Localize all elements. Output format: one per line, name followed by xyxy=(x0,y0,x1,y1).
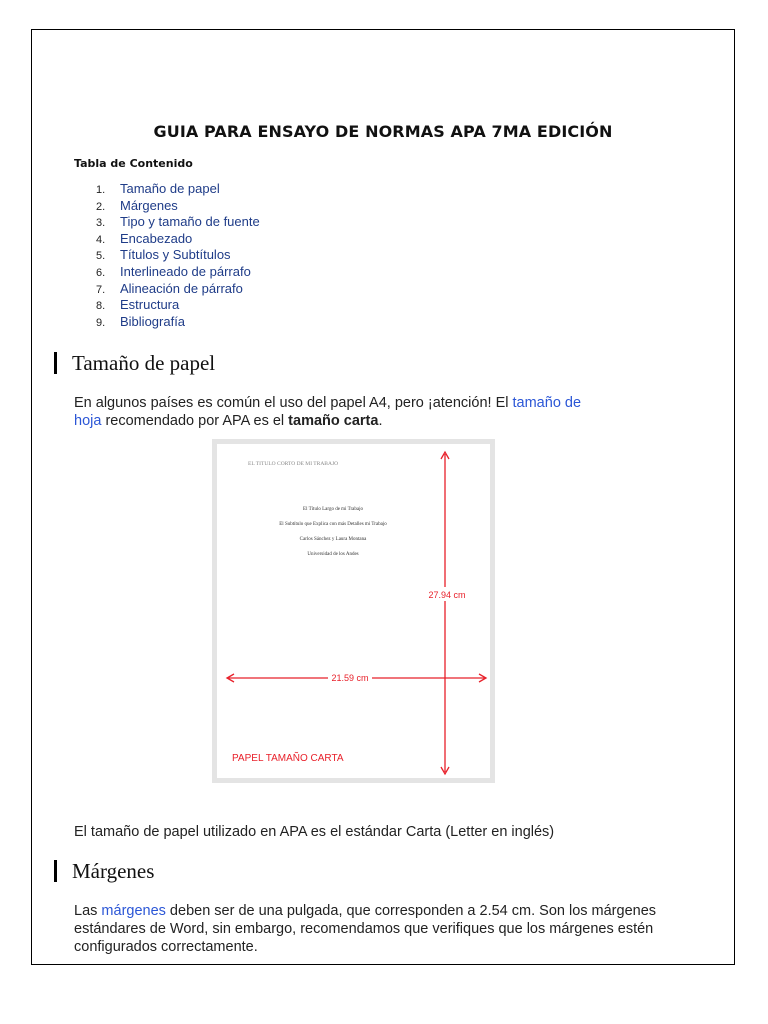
section-heading-tamano-papel xyxy=(54,350,215,376)
paragraph-text: Las xyxy=(74,903,102,919)
toc-item xyxy=(96,231,260,248)
toc-link-encabezado[interactable]: Encabezado xyxy=(120,230,193,246)
paragraph-text: estándares de Word, sin embargo, recomendamos que verifiques que los márgenes estén xyxy=(74,921,654,937)
width-label: 21.59 cm xyxy=(331,673,369,683)
toc-link-estructura[interactable]: Estructura xyxy=(120,297,180,313)
toc-item xyxy=(96,181,260,198)
toc-heading: Tabla de Contenido xyxy=(74,157,193,170)
toc-link-fuente[interactable]: Tipo y tamaño de fuente xyxy=(120,214,260,230)
figure-university-line: Universidad de los Andes xyxy=(307,552,359,557)
toc-number: 1. xyxy=(96,184,106,196)
paragraph-text: . xyxy=(378,413,383,429)
paragraph-text: recomendado por APA es el xyxy=(101,413,289,429)
toc-link-bibliografia[interactable]: Bibliografía xyxy=(120,313,186,329)
figure-title-line: El Título Largo de mi Trabajo xyxy=(303,507,363,512)
toc-item xyxy=(96,264,260,281)
letter-size-figure xyxy=(212,439,495,783)
toc-link-alineacion[interactable]: Alineación de párrafo xyxy=(120,280,243,296)
section-heading-margenes xyxy=(54,858,154,884)
height-label: 27.94 cm xyxy=(428,590,466,600)
toc-number: 3. xyxy=(96,217,106,230)
table-of-contents xyxy=(96,181,260,330)
heading-bar xyxy=(54,352,57,374)
figure-authors-line: Carlos Sánchez y Laura Montana xyxy=(299,537,367,542)
heading-bar xyxy=(54,860,57,882)
link-tamano-de-hoja[interactable]: tamaño de xyxy=(512,395,582,411)
paragraph-paper-size xyxy=(74,394,581,430)
toc-item xyxy=(96,297,260,314)
toc-link-titulos[interactable]: Títulos y Subtítulos xyxy=(120,247,231,263)
toc-item xyxy=(96,214,260,231)
toc-link-tamano-papel[interactable]: Tamaño de papel xyxy=(120,181,220,196)
paragraph-margins xyxy=(74,902,656,956)
paper-sheet xyxy=(217,444,490,778)
toc-number: 8. xyxy=(96,300,106,313)
figure-subtitle-line: El Subtítulo que Explica con más Detalles mi Trabajo xyxy=(279,522,387,527)
toc-item xyxy=(96,198,260,215)
document-title: GUIA PARA ENSAYO DE NORMAS APA 7MA EDICIÓN xyxy=(153,122,613,141)
paragraph-text: configurados correctamente. xyxy=(74,939,258,955)
toc-item xyxy=(96,247,260,264)
section-heading-text: Márgenes xyxy=(72,859,155,883)
paragraph-paper-standard: El tamaño de papel utilizado en APA es el estándar Carta (Letter en inglés) xyxy=(74,824,555,840)
letter-size-diagram xyxy=(212,439,495,783)
toc-link-interlineado[interactable]: Interlineado de párrafo xyxy=(120,263,251,279)
toc-number: 2. xyxy=(96,200,106,213)
figure-running-head: EL TITULO CORTO DE MI TRABAJO xyxy=(248,461,339,467)
section-heading-text: Tamaño de papel xyxy=(72,351,216,375)
toc-number: 7. xyxy=(96,283,106,296)
paragraph-text: En algunos países es común el uso del papel A4, pero ¡atención! El xyxy=(74,395,513,411)
toc-link-margenes[interactable]: Márgenes xyxy=(120,197,178,213)
link-margenes[interactable]: márgenes xyxy=(101,903,166,919)
toc-number: 5. xyxy=(96,250,106,263)
figure-caption: PAPEL TAMAÑO CARTA xyxy=(232,753,344,764)
link-hoja[interactable]: hoja xyxy=(74,413,102,429)
document-page xyxy=(31,29,735,965)
toc-item xyxy=(96,281,260,298)
toc-number: 6. xyxy=(96,266,106,279)
toc-number: 4. xyxy=(96,233,106,246)
bold-tamano-carta: tamaño carta xyxy=(288,413,379,429)
toc-item xyxy=(96,314,260,331)
toc-number: 9. xyxy=(96,316,106,329)
paragraph-text: deben ser de una pulgada, que corresponden a 2.54 cm. Son los márgenes xyxy=(165,903,657,919)
